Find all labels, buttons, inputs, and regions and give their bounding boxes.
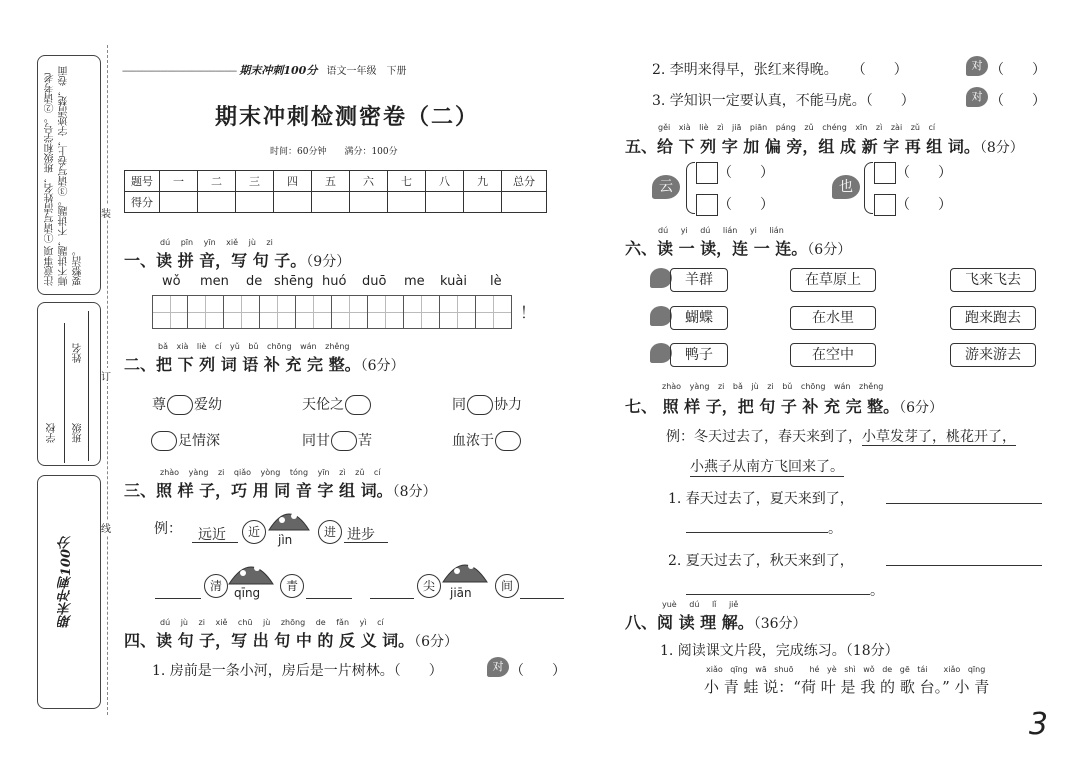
score-cell[interactable] (312, 192, 350, 213)
binding-mark-2: 订 (101, 368, 111, 383)
score-col: 七 (388, 171, 426, 192)
idiom-5: 同甘 苦 (302, 433, 372, 449)
s1-syllable: me (404, 274, 425, 289)
s8-q1: 1. 阅读课文片段，完成练习。（18分） (660, 643, 899, 659)
student-info-box (37, 302, 101, 466)
s3-ex-left-line (192, 542, 238, 543)
s3-q1-blank-right[interactable] (306, 598, 352, 599)
name-label: 姓名 (73, 343, 84, 363)
s4-q3-tail: （ ） (990, 93, 1046, 109)
cloud-char-icon: 云 (652, 175, 680, 199)
s5-title: 五、给 下 列 字 加 偏 旁，组 成 新 字 再 组 词。（8分） (625, 137, 1024, 156)
dui-leaf-icon: 对 (487, 657, 509, 677)
s5-box[interactable] (874, 162, 896, 184)
dui-leaf-icon: 对 (966, 56, 988, 76)
s4-q2-tail: （ ） (990, 62, 1046, 78)
s5-paren: （ ） (896, 165, 952, 181)
s4-q2: 2. 李明来得早，张红来得晚。 （ ） (652, 62, 908, 78)
s3-q1-char-2: 青 (280, 574, 304, 598)
score-col: 八 (426, 171, 464, 192)
score-table (124, 170, 547, 213)
class-line (88, 311, 89, 461)
page-number: 3 (1028, 707, 1048, 742)
blank-cloud[interactable] (467, 395, 493, 415)
score-cell[interactable] (388, 192, 426, 213)
s6-col2-item[interactable]: 在空中 (790, 343, 876, 367)
s1-title: 一、读 拼 音，写 句 子。（9分） (124, 251, 351, 270)
school-line (64, 323, 65, 463)
s1-pinyin: dú pīn yīn xiě jù zi (160, 238, 273, 247)
s5-pinyin: gěi xià liè zì jiā piān páng zǔ chéng xīn zì zài zǔ cí (658, 123, 936, 132)
s8-passage-pinyin: xiǎo qīng wā shuō hé yè shì wǒ de gē tái xiǎo qīng (706, 665, 986, 674)
s6-col2-item[interactable]: 在草原上 (790, 268, 876, 292)
s7-title: 七、 照 样 子，把 句 子 补 充 完 整。（6分） (625, 397, 944, 416)
score-cell[interactable] (236, 192, 274, 213)
s1-syllable: men (200, 274, 229, 289)
s2-title: 二、把 下 列 词 语 补 充 完 整。（6分） (124, 355, 405, 374)
score-header-row (125, 171, 547, 192)
leaf-icon (650, 268, 672, 288)
s5-box[interactable] (696, 162, 718, 184)
s6-col1-item[interactable]: 鸭子 (670, 343, 728, 367)
blank-cloud[interactable] (151, 431, 177, 451)
mushroom-icon (226, 558, 276, 588)
binding-mark-3: 线 (101, 520, 111, 535)
s7-q1-answer-line-2[interactable] (686, 532, 828, 533)
s7-q1-end: 。 (828, 521, 842, 537)
brace (686, 162, 695, 214)
header-brand: 期末冲刺100分 (239, 64, 318, 77)
s3-ex-char-1: 近 (242, 520, 266, 544)
s4-q3: 3. 学知识一定要认真，不能马虎。（ ） (652, 93, 915, 109)
idiom-3: 同 协力 (452, 397, 522, 413)
leaf-icon (650, 306, 672, 326)
score-cell[interactable] (198, 192, 236, 213)
score-value-row (125, 192, 547, 213)
s5-box[interactable] (874, 194, 896, 216)
s3-q1-blank-left[interactable] (155, 598, 201, 599)
blank-cloud[interactable] (345, 395, 371, 415)
s2-pinyin: bǎ xià liè cí yǔ bǔ chōng wán zhěng (158, 342, 350, 351)
s1-writing-grid[interactable] (152, 295, 512, 329)
s3-ex-left-word: 远近 (198, 527, 226, 543)
s4-pinyin: dú jù zi xiě chū jù zhōng de fǎn yì cí (160, 618, 384, 627)
s8-passage-line: 小 青 蛙 说：“荷 叶 是 我 的 歌 台。” 小 青 (704, 678, 990, 696)
s3-title: 三、照 样 子，巧 用 同 音 字 组 词。（8分） (124, 481, 437, 500)
s4-title: 四、读 句 子，写 出 句 中 的 反 义 词。（6分） (124, 631, 459, 650)
idiom-2: 天伦之 (302, 394, 372, 415)
running-header: ------------------------------------------------ 期末冲刺100分 语文一年级 下册 (122, 64, 407, 77)
s6-col1-item[interactable]: 蝴蝶 (670, 306, 728, 330)
idiom-6: 血浓于 (452, 430, 522, 451)
s3-pinyin: zhào yàng zi qiǎo yòng tóng yīn zì zǔ cí (160, 468, 381, 477)
s1-syllable: wǒ (162, 274, 181, 289)
s7-q2-answer-line[interactable] (886, 565, 1042, 566)
s3-ex-right-line (344, 542, 388, 543)
s1-syllable: kuài (440, 274, 467, 289)
s7-q2-end: 。 (870, 583, 884, 599)
s3-q2-char-1: 尖 (417, 574, 441, 598)
s8-pinyin: yuè dú lǐ jiě (662, 600, 739, 609)
s7-q1: 1. 春天过去了，夏天来到了， (668, 491, 854, 507)
score-cell[interactable] (426, 192, 464, 213)
s6-pinyin: dú yi dú lián yi lián (658, 226, 784, 235)
exam-time: 时间：60分钟 满分：100分 (270, 147, 398, 157)
score-col: 九 (464, 171, 502, 192)
mushroom-icon (266, 506, 312, 534)
s6-col3-item[interactable]: 游来游去 (950, 343, 1036, 367)
page-title: 期末冲刺检测密卷（二） (215, 104, 480, 130)
score-cell[interactable] (160, 192, 198, 213)
s5-paren: （ ） (896, 197, 952, 213)
score-col: 二 (198, 171, 236, 192)
score-col: 总分 (502, 171, 547, 192)
s3-q2-char-2: 间 (495, 574, 519, 598)
s3-q2-blank-left[interactable] (370, 598, 414, 599)
s7-example-cont: 小燕子从南方飞回来了。 (690, 456, 844, 477)
score-cell[interactable] (274, 192, 312, 213)
blank-cloud[interactable] (495, 431, 521, 451)
s1-syllable: lè (490, 274, 502, 289)
idiom-4: 足情深 (150, 430, 220, 451)
s1-syllable: huó (322, 274, 347, 289)
s7-pinyin: zhào yàng zi bǎ jù zi bǔ chōng wán zhěng (662, 382, 884, 391)
s6-col1-item[interactable]: 羊群 (670, 268, 728, 292)
notes-text: 注意事项 ①请写清姓名，班级和学号。②请考老师不讲题，不讲题。③请写卷上，字迹清楚，卷面要整洁。 (45, 66, 84, 286)
s7-q1-answer-line[interactable] (886, 503, 1042, 504)
score-col: 三 (236, 171, 274, 192)
s4-q1-tail: （ ） (510, 663, 566, 679)
blank-cloud[interactable] (331, 431, 357, 451)
s3-ex-char-2: 进 (318, 520, 342, 544)
s4-q1: 1. 房前是一条小河，房后是一片树林。（ ） (152, 663, 443, 679)
s5-box[interactable] (696, 194, 718, 216)
score-col: 题号 (125, 171, 160, 192)
hedgehog-char-icon: 也 (832, 175, 860, 199)
s3-example-label: 例： (154, 521, 182, 537)
score-col: 四 (274, 171, 312, 192)
score-col: 一 (160, 171, 198, 192)
s3-ex-pinyin: jìn (278, 533, 293, 547)
s5-paren: （ ） (718, 197, 774, 213)
s7-q2: 2. 夏天过去了，秋天来到了， (668, 553, 854, 569)
leaf-icon (650, 343, 672, 363)
s1-syllable: duō (362, 274, 387, 289)
class-label: 班级 (73, 423, 84, 443)
mushroom-icon (440, 556, 490, 586)
s6-col3-item[interactable]: 跑来跑去 (950, 306, 1036, 330)
blank-cloud[interactable] (167, 395, 193, 415)
s7-example: 例：冬天过去了，春天来到了，小草发芽了，桃花开了， (666, 429, 1016, 445)
s3-q1-pinyin: qīng (234, 586, 261, 600)
score-col: 六 (350, 171, 388, 192)
s6-col2-item[interactable]: 在水里 (790, 306, 876, 330)
s3-ex-right-word: 进步 (347, 527, 375, 543)
score-cell[interactable] (464, 192, 502, 213)
school-label: 学校 (47, 423, 58, 443)
s1-syllable: de (246, 274, 263, 289)
score-label: 得分 (125, 192, 160, 213)
binding-mark-1: 装 (101, 205, 111, 220)
brace (864, 162, 873, 214)
brand-box (37, 475, 101, 709)
s3-q1-char-1: 清 (204, 574, 228, 598)
s8-title: 八、阅 读 理 解。（36分） (625, 613, 807, 632)
s1-exclamation: ！ (520, 303, 537, 322)
notes-box (37, 55, 101, 295)
s1-syllable: shēng (274, 274, 314, 289)
s5-paren: （ ） (718, 165, 774, 181)
s6-title: 六、读 一 读，连 一 连。（6分） (625, 239, 852, 258)
score-cell[interactable] (502, 192, 547, 213)
s3-q2-blank-right[interactable] (520, 598, 564, 599)
header-subject: 语文一年级 下册 (326, 66, 407, 77)
s3-q2-pinyin: jiān (450, 586, 472, 600)
dui-leaf-icon: 对 (966, 87, 988, 107)
score-col: 五 (312, 171, 350, 192)
s7-q2-answer-line-2[interactable] (686, 594, 870, 595)
s6-col3-item[interactable]: 飞来飞去 (950, 268, 1036, 292)
idiom-1: 尊 爱幼 (152, 397, 222, 413)
score-cell[interactable] (350, 192, 388, 213)
margin-brand: 期末冲刺100分 (59, 536, 74, 629)
